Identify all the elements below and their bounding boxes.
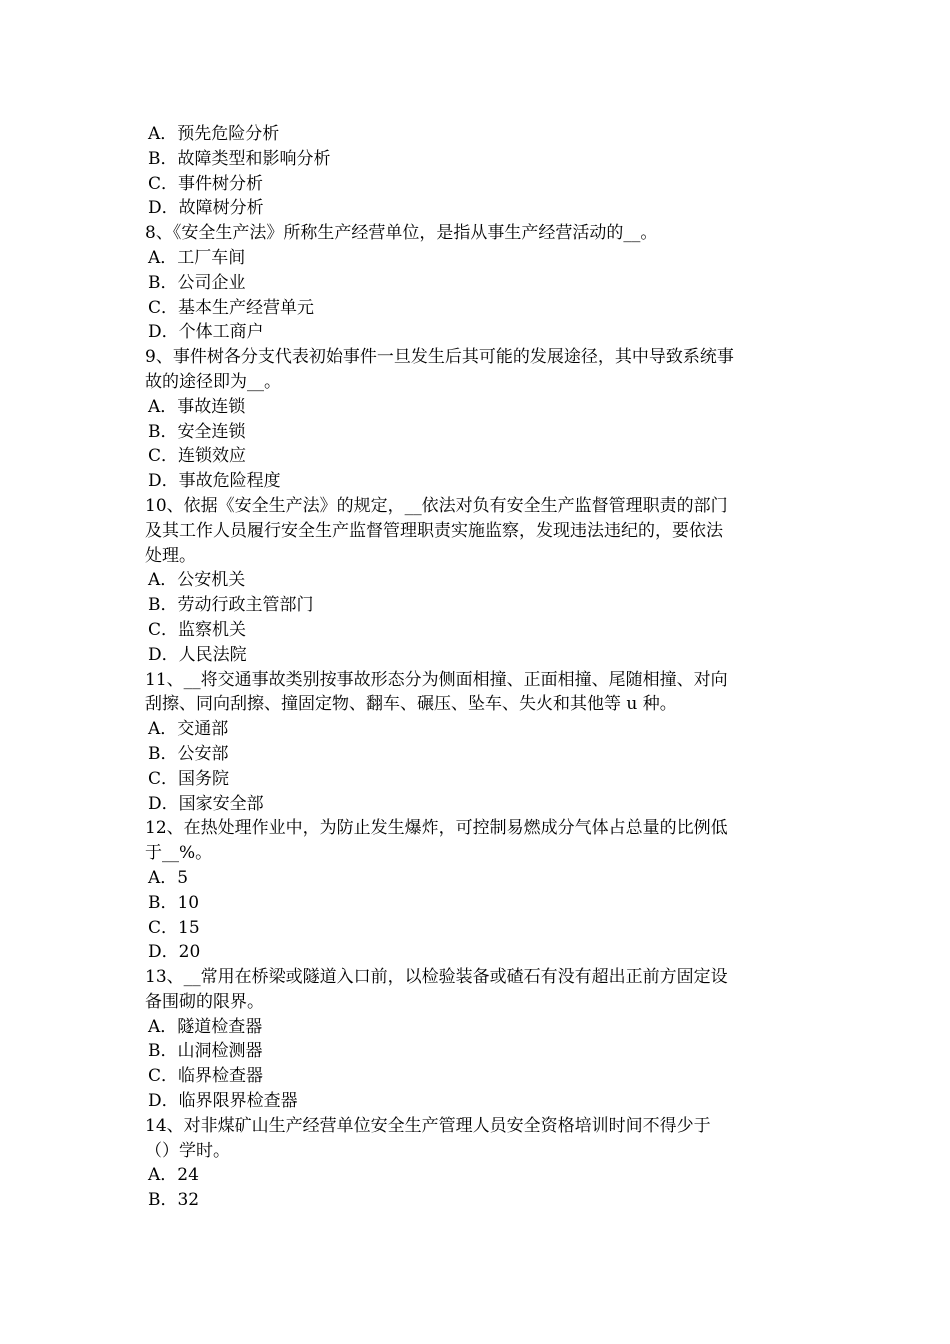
question-text: 10、依据《安全生产法》的规定，__依法对负有安全生产监督管理职责的部门 xyxy=(145,495,728,516)
question-text: 故的途径即为__。 xyxy=(145,371,281,392)
option-item: C．连锁效应 xyxy=(148,446,247,467)
option-item: A．24 xyxy=(148,1165,199,1186)
option-item: A．隧道检查器 xyxy=(148,1016,263,1037)
option-item: B．10 xyxy=(148,892,200,913)
option-item: D．人民法院 xyxy=(148,644,247,665)
option-item: A．工厂车间 xyxy=(148,247,246,268)
question-text: 刮擦、同向刮擦、撞固定物、翻车、碾压、坠车、失火和其他等 u 种。 xyxy=(145,694,677,715)
option-item: A．事故连锁 xyxy=(148,396,246,417)
question-text: 及其工作人员履行安全生产监督管理职责实施监察，发现违法违纪的，要依法 xyxy=(145,520,723,541)
question-text: 14、对非煤矿山生产经营单位安全生产管理人员安全资格培训时间不得少于 xyxy=(145,1115,711,1136)
option-item: B．公司企业 xyxy=(148,272,246,293)
option-item: D．临界限界检查器 xyxy=(148,1091,298,1112)
question-list xyxy=(145,122,807,1213)
option-item: A．预先危险分析 xyxy=(148,124,280,144)
lead-option-group xyxy=(145,122,807,221)
question-13 xyxy=(145,965,807,1114)
question-12 xyxy=(145,816,807,965)
option-item: B．公安部 xyxy=(148,743,229,764)
option-item: C．事件树分析 xyxy=(148,173,264,194)
question-8 xyxy=(145,221,807,345)
question-text: 13、__常用在桥梁或隧道入口前，以检验装备或碴石有没有超出正前方固定设 xyxy=(145,967,728,988)
question-text: 于__%。 xyxy=(145,843,213,864)
option-item: D．个体工商户 xyxy=(148,322,264,343)
question-11 xyxy=(145,668,807,817)
option-item: A．公安机关 xyxy=(148,570,246,591)
option-item: D．故障树分析 xyxy=(148,198,264,219)
question-9 xyxy=(145,345,807,494)
option-item: D．20 xyxy=(148,942,201,963)
option-item: C．监察机关 xyxy=(148,619,247,640)
option-item: D．国家安全部 xyxy=(148,793,264,814)
option-item: B．故障类型和影响分析 xyxy=(148,148,331,169)
question-14 xyxy=(145,1114,807,1213)
question-text: 处理。 xyxy=(145,545,196,566)
question-text: 备围砌的限界。 xyxy=(145,991,264,1012)
option-item: C．临界检查器 xyxy=(148,1066,264,1087)
option-item: B．山洞检测器 xyxy=(148,1041,263,1062)
option-item: B．32 xyxy=(148,1190,200,1211)
question-text: 12、在热处理作业中，为防止发生爆炸，可控制易燃成分气体占总量的比例低 xyxy=(145,818,728,839)
question-text: 8、《安全生产法》所称生产经营单位，是指从事生产经营活动的__。 xyxy=(145,223,658,244)
question-text: 9、事件树各分支代表初始事件一旦发生后其可能的发展途径，其中导致系统事 xyxy=(145,347,734,368)
option-item: C．15 xyxy=(148,917,200,938)
option-item: D．事故危险程度 xyxy=(148,471,281,492)
question-10 xyxy=(145,494,807,668)
question-text: 11、__将交通事故类别按事故形态分为侧面相撞、正面相撞、尾随相撞、对向 xyxy=(145,669,728,690)
option-item: C．基本生产经营单元 xyxy=(148,297,315,318)
question-text: （）学时。 xyxy=(145,1140,230,1161)
option-item: B．劳动行政主管部门 xyxy=(148,595,314,616)
option-item: A．交通部 xyxy=(148,719,229,740)
option-item: A．5 xyxy=(148,867,189,888)
option-item: C．国务院 xyxy=(148,768,230,789)
option-item: B．安全连锁 xyxy=(148,421,246,442)
